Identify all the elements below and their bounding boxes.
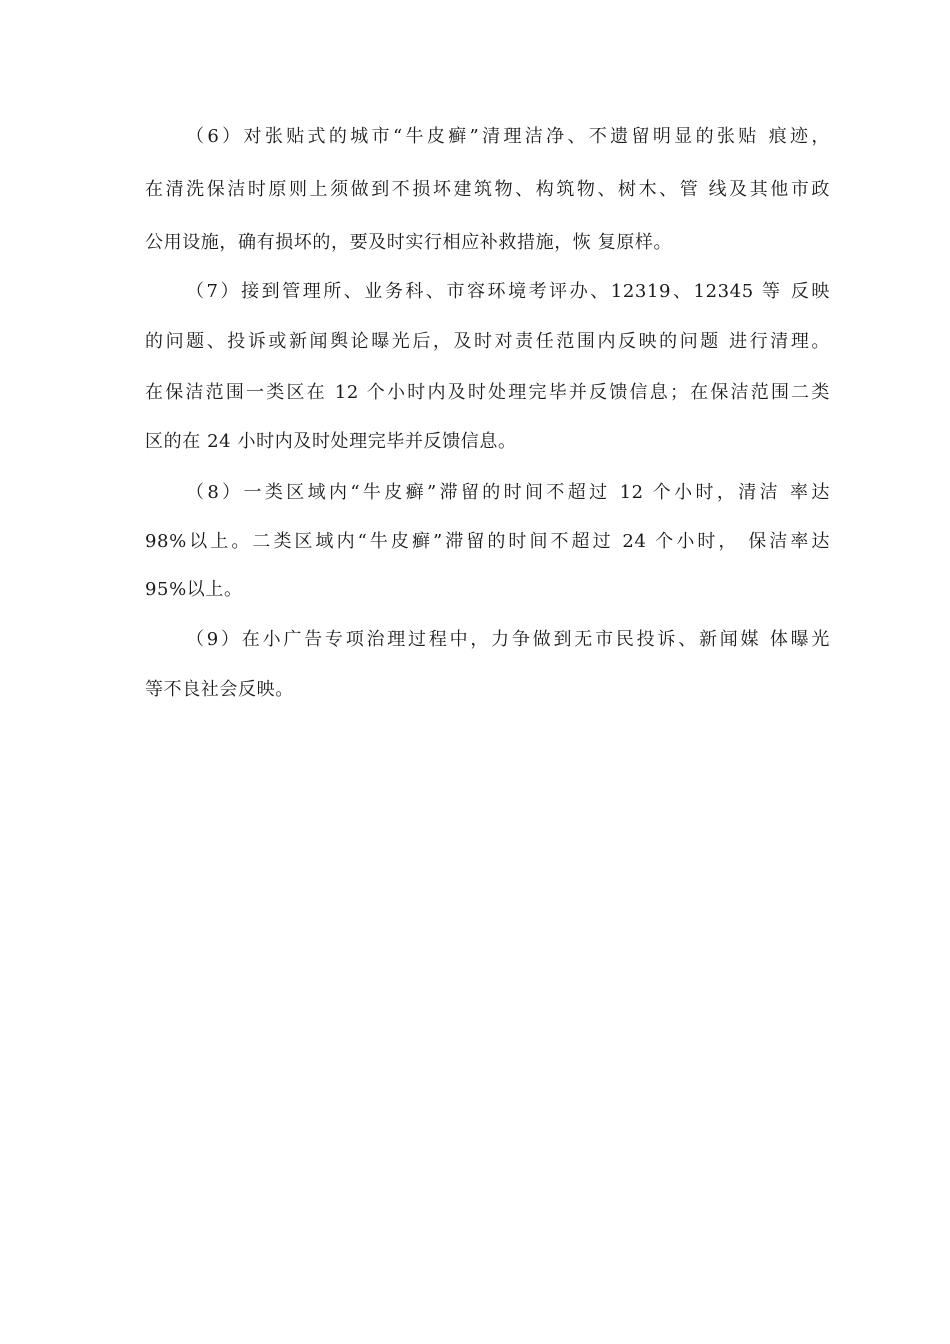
paragraph-9-line-2: 等不良社会反映。 xyxy=(145,679,294,700)
paragraph-9-line-1: （9）在小广告专项治理过程中，力争做到无市民投诉、新闻媒 体曝光 xyxy=(186,629,830,650)
paragraph-7-line-3: 在保洁范围一类区在 12 个小时内及时处理完毕并反馈信息；在保洁范围二类 xyxy=(145,382,830,403)
paragraph-7-line-1: （7）接到管理所、业务科、市容环境考评办、12319、12345 等 反映 xyxy=(186,281,830,302)
paragraph-6-line-1: （6）对张贴式的城市“牛皮癣”清理洁净、不遗留明显的张贴 痕迹， xyxy=(186,126,830,147)
paragraph-6-line-3: 公用设施，确有损坏的，要及时实行相应补救措施，恢 复原样。 xyxy=(145,232,673,253)
paragraph-6-line-2: 在清洗保洁时原则上须做到不损坏建筑物、构筑物、树木、管 线及其他市政 xyxy=(145,179,830,200)
paragraph-8-line-3: 95%以上。 xyxy=(145,579,243,600)
paragraph-7-line-4: 区的在 24 小时内及时处理完毕并反馈信息。 xyxy=(145,431,517,452)
paragraph-7-line-2: 的问题、投诉或新闻舆论曝光后，及时对责任范围内反映的问题 进行清理。 xyxy=(145,331,830,352)
paragraph-8-line-1: （8）一类区域内“牛皮癣”滞留的时间不超过 12 个小时，清洁 率达 xyxy=(186,482,830,503)
paragraph-8-line-2: 98%以上。二类区域内“牛皮癣”滞留的时间不超过 24 个小时， 保洁率达 xyxy=(145,531,830,552)
